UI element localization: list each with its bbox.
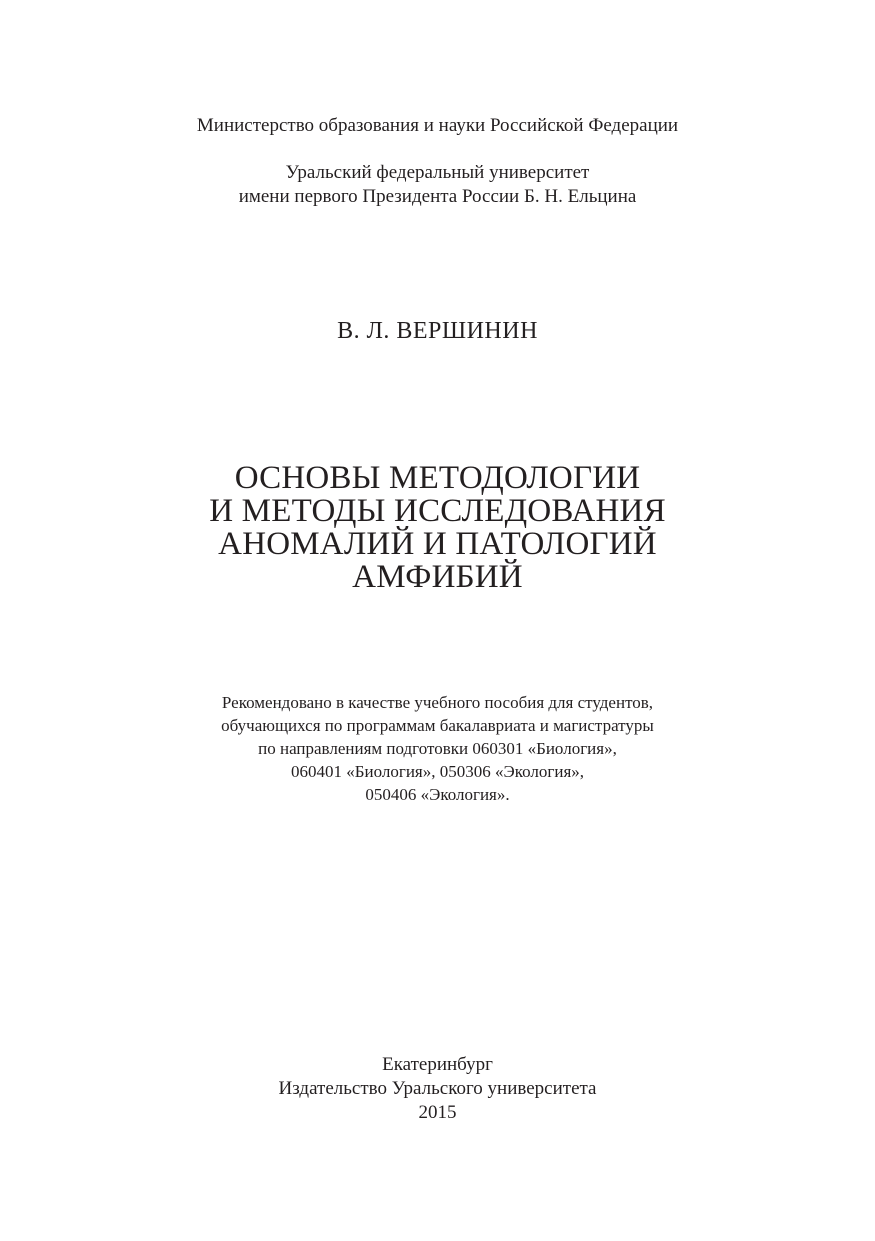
- title-line: ОСНОВЫ МЕТОДОЛОГИИ: [234, 460, 641, 496]
- title-line: АНОМАЛИЙ И ПАТОЛОГИЙ: [218, 526, 657, 562]
- recommendation-line: 050406 «Экология».: [365, 785, 510, 804]
- university-dedication: имени первого Президента России Б. Н. Ельцина: [238, 186, 637, 207]
- recommendation-line: Рекомендовано в качестве учебного пособия для студентов,: [221, 693, 654, 712]
- title-line: АМФИБИЙ: [352, 559, 523, 595]
- recommendation-line: обучающихся по программам бакалавриата и магистратуры: [221, 716, 654, 735]
- title-line: И МЕТОДЫ ИССЛЕДОВАНИЯ: [209, 493, 666, 529]
- imprint-publisher: Издательство Уральского университета: [278, 1078, 597, 1099]
- imprint-year: 2015: [418, 1102, 457, 1123]
- ministry-header: [0, 114, 875, 138]
- book-title: [0, 462, 875, 594]
- recommendation-line: по направлениям подготовки 060301 «Биология»,: [258, 739, 617, 758]
- university-name: Уральский федеральный университет: [285, 162, 590, 183]
- imprint: [0, 1053, 875, 1125]
- recommendation-note: [0, 691, 875, 806]
- imprint-city: Екатеринбург: [382, 1054, 493, 1075]
- university-header: [0, 161, 875, 209]
- author-name: В. Л. ВЕРШИНИН: [337, 318, 538, 344]
- ministry-name: Министерство образования и науки Российской Федерации: [196, 115, 679, 136]
- recommendation-line: 060401 «Биология», 050306 «Экология»,: [290, 762, 585, 781]
